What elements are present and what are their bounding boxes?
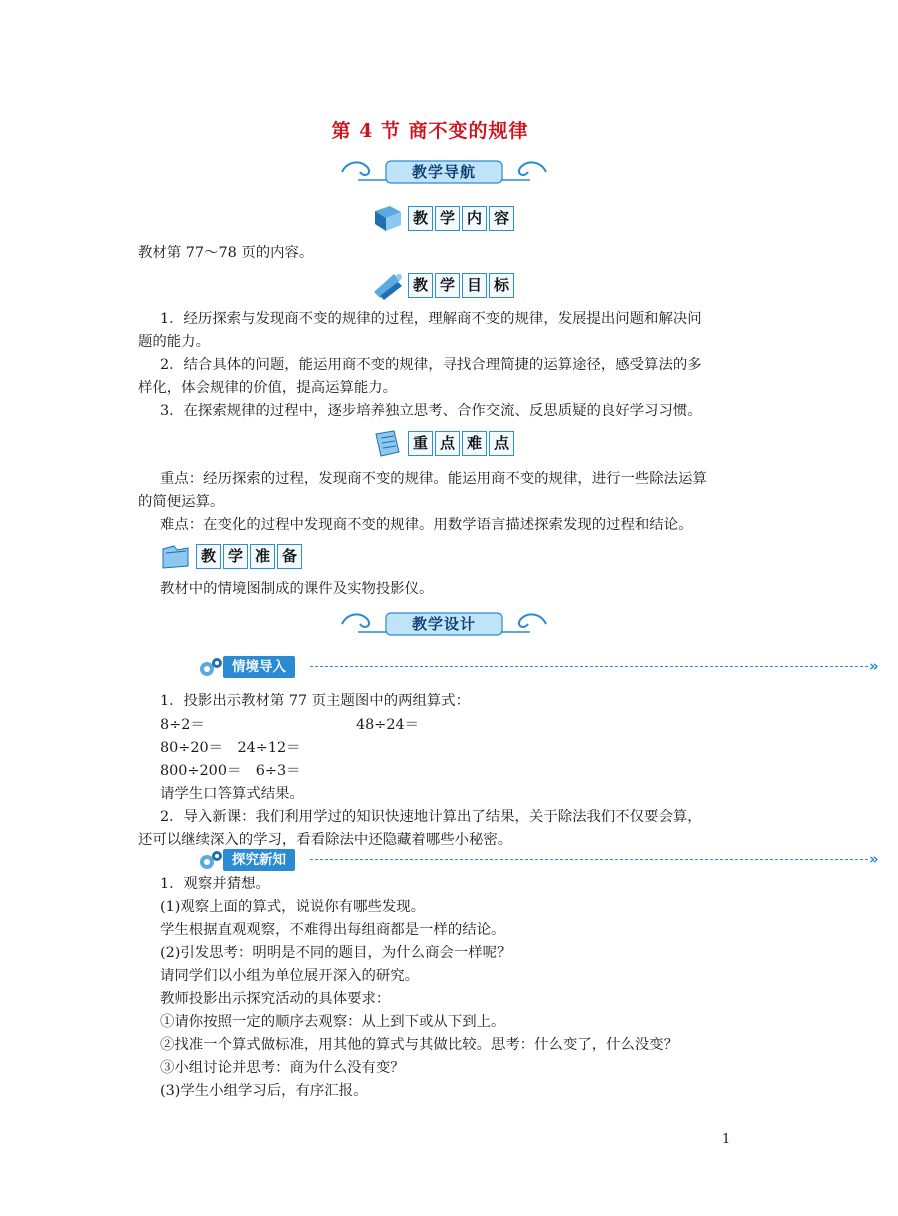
- explore-requirements: 教师投影出示探究活动的具体要求：: [160, 991, 391, 1007]
- tag-label: 探究新知: [223, 849, 295, 871]
- banner-label: 教学设计: [411, 615, 476, 633]
- double-arrow-icon: »: [869, 657, 879, 675]
- goal-3-line: 3．在探索规律的过程中，逐步培养独立思考、合作交流、反思质疑的良好学习习惯。: [160, 403, 702, 419]
- section-char: 内: [462, 206, 487, 231]
- explore-observe: (1)观察上面的算式，说说你有哪些发现。: [160, 899, 426, 915]
- equation-48-div-24: 48÷24＝: [356, 717, 420, 733]
- folder-icon: [160, 541, 192, 571]
- intro-step-2-line-2: 还可以继续深入的学习，看看除法中还隐藏着哪些小秘密。: [138, 832, 513, 848]
- section-char: 容: [489, 206, 514, 231]
- section-char: 点: [489, 431, 514, 456]
- equation-8-div-2: 8÷2＝: [160, 717, 205, 733]
- section-char: 标: [489, 273, 514, 298]
- gears-icon: [198, 655, 224, 679]
- goal-1-line-2: 题的能力。: [138, 334, 210, 350]
- key-point-line-1: 重点：经历探索的过程，发现商不变的规律。能运用商不变的规律，进行一些除法运算: [160, 471, 707, 487]
- gears-icon: [198, 848, 224, 872]
- section-char: 难: [462, 431, 487, 456]
- section-char: 教: [408, 273, 433, 298]
- explore-report: (3)学生小组学习后，有序汇报。: [160, 1083, 368, 1099]
- key-point-line-2: 的简便运算。: [138, 494, 225, 510]
- section-char: 学: [223, 544, 248, 569]
- tag-scenario-intro: [198, 655, 898, 679]
- notebook-icon: [372, 428, 404, 458]
- section-char: 学: [435, 206, 460, 231]
- section-teaching-content: [372, 203, 522, 233]
- page-title: 第 4 节 商不变的规律: [331, 120, 529, 142]
- prep-text: 教材中的情境图制成的课件及实物投影仪。: [160, 581, 434, 597]
- section-char: 备: [277, 544, 302, 569]
- explore-conclusion: 学生根据直观观察，不难得出每组商都是一样的结论。: [160, 922, 506, 938]
- intro-step-1: 1．投影出示教材第 77 页主题图中的两组算式：: [160, 693, 471, 709]
- explore-group-study: 请同学们以小组为单位展开深入的研究。: [160, 968, 420, 984]
- explore-question: (2)引发思考：明明是不同的题目，为什么商会一样呢？: [160, 945, 512, 961]
- banner-teaching-design: [338, 608, 550, 640]
- section-char: 重: [408, 431, 433, 456]
- section-key-difficult: [372, 428, 522, 458]
- pencils-icon: [372, 270, 406, 300]
- dashed-divider: [310, 666, 868, 667]
- section-char: 学: [435, 273, 460, 298]
- goal-2-line-2: 样化，体会规律的价值，提高运算能力。: [138, 380, 398, 396]
- section-char: 准: [250, 544, 275, 569]
- goal-1-line-1: 1．经历探索与发现商不变的规律的过程，理解商不变的规律，发展提出问题和解决问: [160, 311, 702, 327]
- intro-answer-text: 请学生口答算式结果。: [160, 786, 304, 802]
- section-char: 点: [435, 431, 460, 456]
- requirement-1: ①请你按照一定的顺序去观察：从上到下或从下到上。: [160, 1014, 506, 1030]
- banner-label: 教学导航: [411, 163, 476, 181]
- explore-step-1: 1．观察并猜想。: [160, 876, 270, 892]
- intro-step-2-line-1: 2．导入新课：我们利用学过的知识快速地计算出了结果，关于除法我们不仅要会算，: [160, 809, 702, 825]
- content-text: 教材第 77～78 页的内容。: [138, 245, 314, 261]
- book-icon: [372, 203, 404, 233]
- page-number: 1: [722, 1132, 731, 1147]
- requirement-2: ②找准一个算式做标准，用其他的算式与其做比较。思考：什么变了，什么没变？: [160, 1037, 679, 1053]
- dashed-divider: [310, 859, 868, 860]
- requirement-3: ③小组讨论并思考：商为什么没有变？: [160, 1060, 405, 1076]
- difficult-point-line: 难点：在变化的过程中发现商不变的规律。用数学语言描述探索发现的过程和结论。: [160, 517, 693, 533]
- equation-row-3: 800÷200＝ 6÷3＝: [160, 763, 301, 779]
- tag-explore-new: [198, 848, 898, 872]
- equation-row-2: 80÷20＝ 24÷12＝: [160, 740, 301, 756]
- tag-label: 情境导入: [223, 656, 295, 678]
- section-char: 目: [462, 273, 487, 298]
- double-arrow-icon: »: [869, 850, 879, 868]
- section-char: 教: [408, 206, 433, 231]
- section-teaching-prep: [160, 541, 310, 571]
- section-char: 教: [196, 544, 221, 569]
- banner-teaching-nav: [338, 156, 550, 188]
- section-teaching-goals: [372, 270, 522, 300]
- goal-2-line-1: 2．结合具体的问题，能运用商不变的规律，寻找合理简捷的运算途径，感受算法的多: [160, 357, 702, 373]
